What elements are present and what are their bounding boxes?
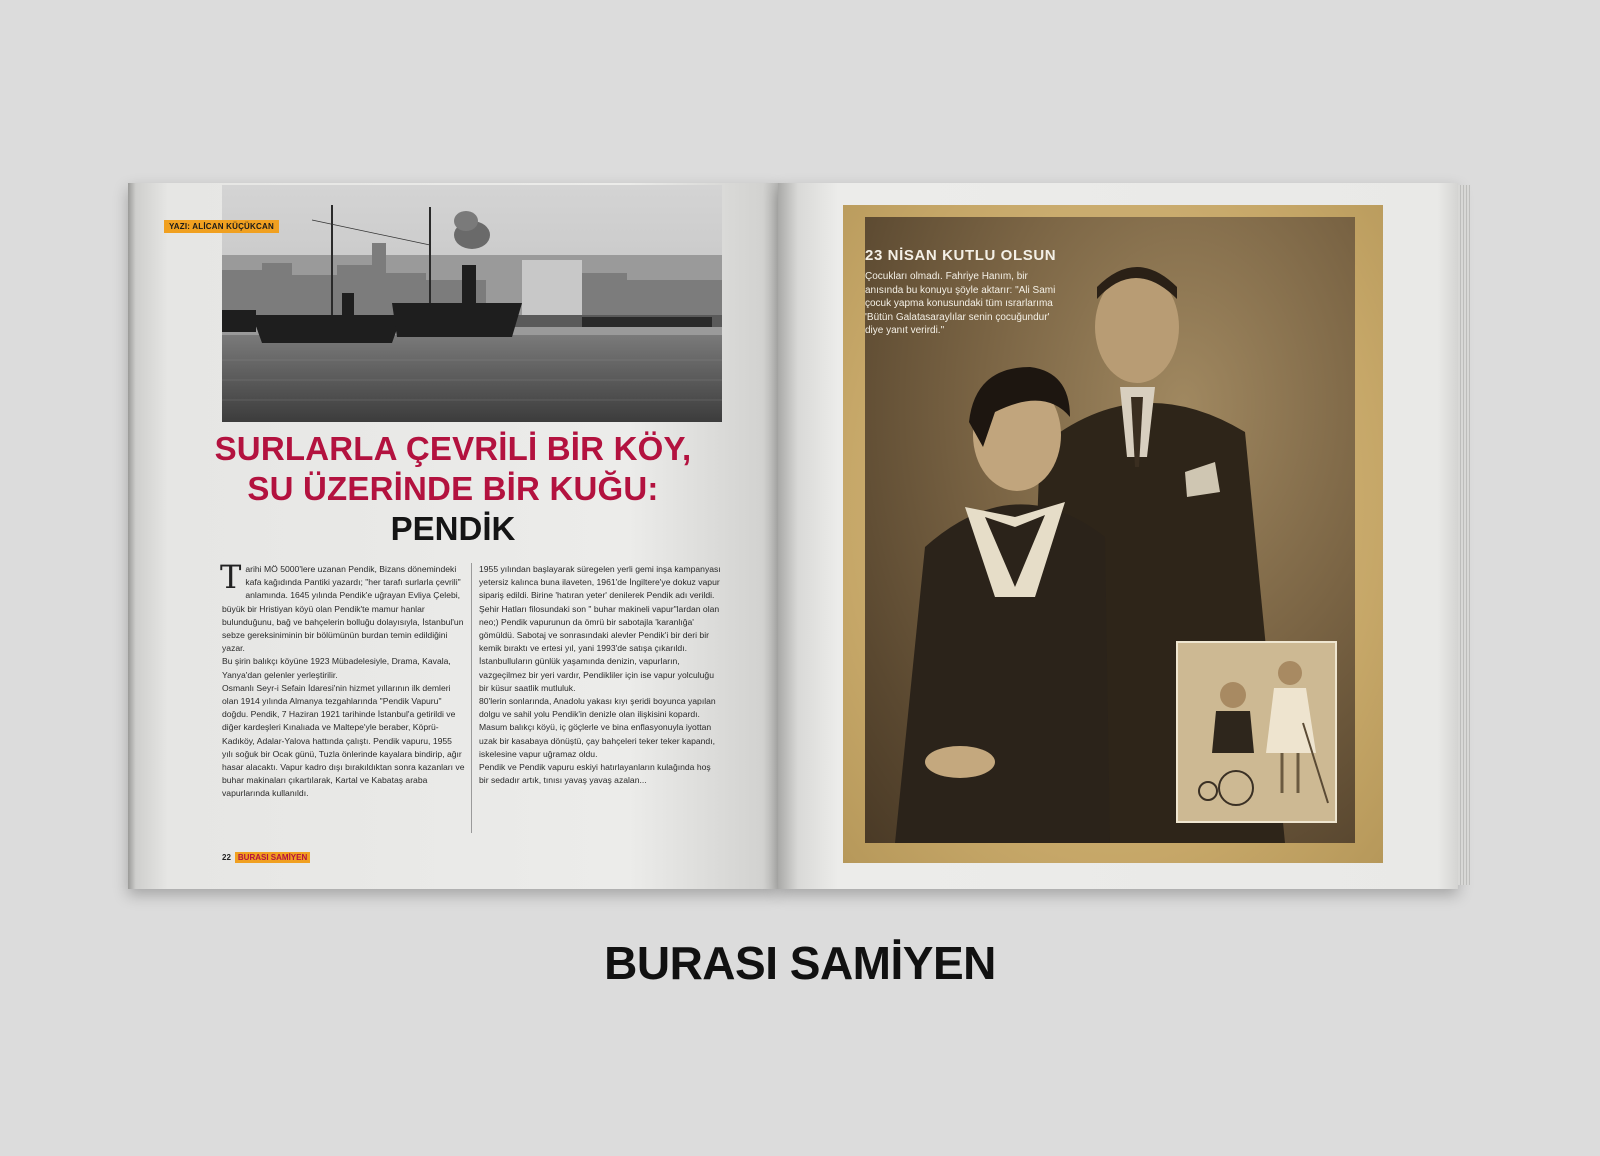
- right-page: [778, 183, 1458, 889]
- dropcap: T: [220, 558, 242, 596]
- paragraph: 1955 yılından başlayarak süregelen yerli gemi inşa kampanyası yetersiz kalınca buna ilaveten, 1961'de İngiltere'ye dokuz vapur sipariş edildi. Birine 'hatıran yeter' denilerek Pendik adı verildi. Şehir Hatları filosundaki son " buhar makineli vapur"lardan olan neo;) Pendik vapurunun da ömrü bir sabotajla 'karanlığa' gömüldü. Sabotaj ve sonrasındaki alevler Pendik'i bir deri bir kemik bıraktı ve ertesi yıl, yani 1993'de satışa çıkarıldı.: [479, 564, 721, 654]
- caption-title: 23 NİSAN KUTLU OLSUN: [865, 247, 1057, 264]
- brand-title: BURASI SAMİYEN: [604, 937, 996, 989]
- paragraph: İstanbulluların günlük yaşamında denizin, vapurların, vazgeçilmez bir yeri vardır, Pendikliler için ise vapur yolculuğu bir küsur saatlik mutluluk.: [479, 656, 714, 693]
- page-number: 22: [222, 853, 231, 862]
- photo-caption: [865, 247, 1067, 338]
- harbor-photo: [222, 185, 722, 422]
- page-edges: [1458, 185, 1470, 885]
- footer-brand: BURASI SAMİYEN: [235, 852, 310, 863]
- portrait-photo-frame: [843, 205, 1383, 863]
- article-headline: [168, 429, 738, 549]
- children-inset-photo: [1176, 641, 1337, 823]
- headline-line-3: PENDİK: [390, 510, 516, 547]
- column-divider: [471, 563, 472, 833]
- article-column-1: [220, 558, 465, 801]
- author-tag: YAZI: ALİCAN KÜÇÜKCAN: [164, 220, 279, 233]
- caption-text: Çocukları olmadı. Fahriye Hanım, bir anısında bu konuyu şöyle aktarır: "Ali Sami çocuk yapma konusundaki tüm ısrarlarıma 'Bütün Galatasaraylılar senin çocuğundur' diye yanıt verirdi.": [865, 271, 1056, 336]
- paragraph: 80'lerin sonlarında, Anadolu yakası kıyı şeridi boyunca yapılan dolgu ve sahil yolu Pendik'in denizle olan ilişkisini kopardı. Masum balıkçı köyü, iç göçlerle ve bina enflasyonuyla iyottan uzak bir kasabaya dönüştü, çay bahçeleri teker teker kapandı, iskelesine vapur uğramaz oldu.: [479, 696, 716, 759]
- children-illustration: [1178, 643, 1335, 821]
- headline-line-2: SU ÜZERİNDE BİR KUĞU:: [247, 470, 659, 507]
- article-column-2: [479, 563, 722, 787]
- paragraph: arihi MÖ 5000'lere uzanan Pendik, Bizans dönemindeki kafa kağıdında Pantiki yazardı; "her tarafı surlarla çevrili" anlamında. 1645 yılında Pendik'e uğrayan Evliya Çelebi, büyük bir Hristiyan köyü olan Pendik'te mamur hanlar bulunduğunu, bağ ve bahçelerin bolluğu dolayısıyla, İstanbul'un sebze gereksiniminin bir bölümünün burdan temin edildiğini yazar.: [222, 564, 464, 654]
- page-footer: [222, 853, 310, 862]
- paragraph: Osmanlı Seyr-i Sefain İdaresi'nin hizmet yıllarının ilk demleri olan 1914 yılında Almanya tezgahlarında "Pendik Vapuru" doğdu. Pendik, 7 Haziran 1921 tarihinde İstanbul'a getirildi ve diğer kardeşleri Kınalıada ve Maltepe'yle beraber, Köprü- Kadıköy, Adalar-Yalova hattında çalıştı. Pendik vapuru, 1955 yılı soğuk bir Ocak günü, Tuzla önlerinde kayalara bindirip, ağır hasar alacaktı. Vapur kadro dışı bırakıldıktan sonra kazanları ve buhar makinaları çıkartılarak, Kartal ve Kabataş araba vapurlarında kullanıldı.: [222, 682, 465, 799]
- headline-line-1: SURLARLA ÇEVRİLİ BİR KÖY,: [214, 430, 692, 467]
- paragraph: Bu şirin balıkçı köyüne 1923 Mübadelesiyle, Drama, Kavala, Yanya'dan gelenler yerleştirilir.: [222, 656, 451, 680]
- harbor-illustration: [222, 185, 722, 422]
- page-edge: [128, 183, 136, 889]
- left-page: [128, 183, 778, 889]
- magazine-spread: [128, 183, 1470, 889]
- paragraph: Pendik ve Pendik vapuru eskiyi hatırlayanların kulağında hoş bir sedadır artık, tınısı yavaş yavaş azalan...: [479, 762, 711, 786]
